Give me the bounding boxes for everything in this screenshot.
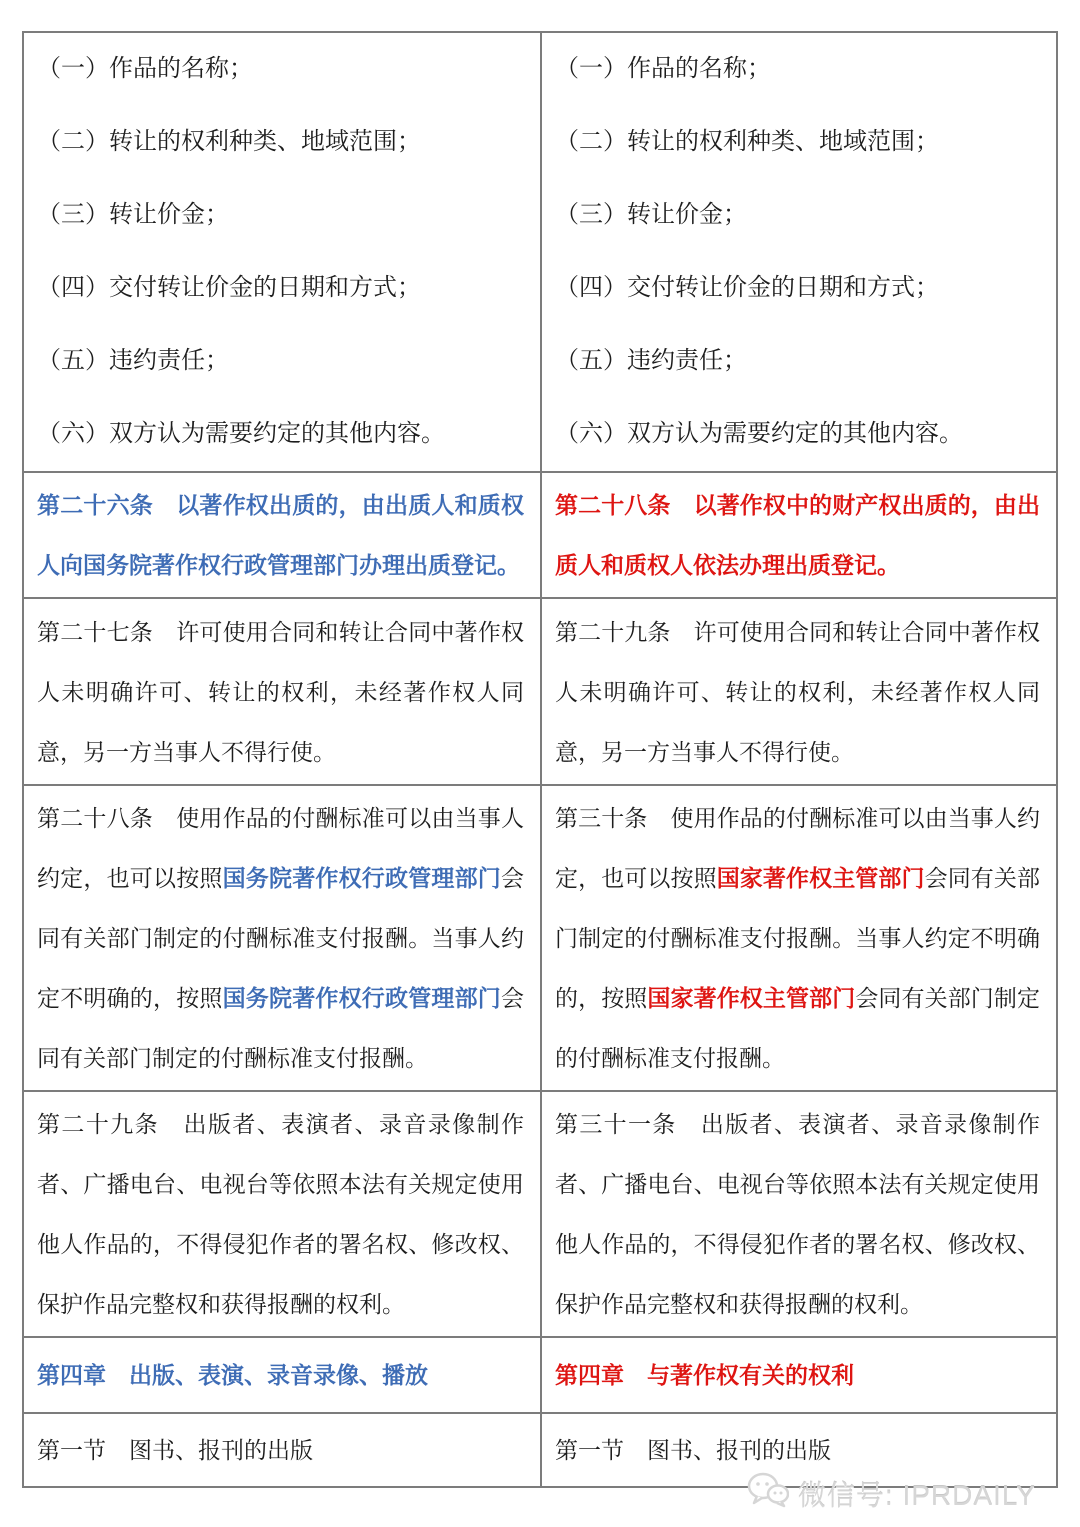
list-item: （四）交付转让价金的日期和方式； <box>555 274 939 302</box>
list-item: （五）违约责任； <box>37 347 229 375</box>
emphasized-text: 第四章 与著作权有关的权利 <box>555 1362 854 1388</box>
text-segment: 第二十九条 出版者、表演者、录音录像制作者、广播电台、电视台等依照本法有关规定使用他人作品的，不得侵犯作者的署名权、修改权、保护作品完整权和获得报酬的权利。 <box>37 1111 524 1317</box>
emphasized-text: 国务院著作权行政管理部门 <box>222 865 502 891</box>
old-law-cell-row-3 <box>24 599 540 784</box>
list-item: （二）转让的权利种类、地域范围； <box>555 128 939 156</box>
text-segment: 第三十条 使用作品的付酬标准可以由当事人约定，也可以按照 <box>555 805 1040 891</box>
paragraph <box>555 1345 1040 1405</box>
list-item: （六）双方认为需要约定的其他内容。 <box>555 420 963 448</box>
emphasized-text: 第二十八条 以著作权中的财产权出质的，由出质人和质权人依法办理出质登记。 <box>555 492 1040 578</box>
emphasized-text: 第二十六条 以著作权出质的，由出质人和质权人向国务院著作权行政管理部门办理出质登记。 <box>37 492 524 578</box>
watermark <box>747 1472 1036 1515</box>
list-item: （六）双方认为需要约定的其他内容。 <box>37 420 445 448</box>
list-item: （一）作品的名称； <box>555 55 771 83</box>
law-comparison-table <box>22 31 1058 1488</box>
emphasized-text: 国家著作权主管部门 <box>716 865 925 891</box>
list-item: （一）作品的名称； <box>37 55 253 83</box>
old-law-cell-row-4 <box>24 786 540 1090</box>
text-segment: 会同有关部门制定的付酬标准支付报酬。当事人约定不明确的，按照 <box>37 865 525 1011</box>
new-law-cell-row-2 <box>540 473 1056 597</box>
paragraph <box>37 1094 524 1334</box>
table-row-5 <box>24 1090 1056 1336</box>
text-segment: 第二十八条 使用作品的付酬标准可以由当事人约定，也可以按照 <box>37 805 524 891</box>
old-law-cell-row-5 <box>24 1092 540 1336</box>
list-item: （五）违约责任； <box>555 347 747 375</box>
text-segment: 会同有关部门制定的付酬标准支付报酬。当事人约定不明确的，按照 <box>555 865 1041 1011</box>
list-item: （二）转让的权利种类、地域范围； <box>37 128 421 156</box>
text-segment: 第一节 图书、报刊的出版 <box>555 1437 831 1463</box>
paragraph <box>555 1094 1040 1334</box>
paragraph <box>555 602 1040 782</box>
text-segment: 会同有关部门制定的付酬标准支付报酬。 <box>555 985 1041 1071</box>
wechat-icon <box>747 1472 789 1515</box>
old-law-cell-row-7 <box>24 1414 540 1486</box>
table-row-2 <box>24 471 1056 597</box>
emphasized-text: 国务院著作权行政管理部门 <box>222 985 502 1011</box>
paragraph <box>555 1420 1040 1480</box>
paragraph <box>37 1420 524 1480</box>
list-item: （三）转让价金； <box>555 201 747 229</box>
table-row-4 <box>24 784 1056 1090</box>
list-item: （四）交付转让价金的日期和方式； <box>37 274 421 302</box>
new-law-cell-row-4 <box>540 786 1056 1090</box>
table-row-6 <box>24 1336 1056 1412</box>
old-law-cell-row-1 <box>24 33 540 471</box>
paragraph <box>37 788 524 1088</box>
text-segment: 第三十一条 出版者、表演者、录音录像制作者、广播电台、电视台等依照本法有关规定使用他人作品的，不得侵犯作者的署名权、修改权、保护作品完整权和获得报酬的权利。 <box>555 1111 1040 1317</box>
text-segment: 第二十七条 许可使用合同和转让合同中著作权人未明确许可、转让的权利，未经著作权人同意，另一方当事人不得行使。 <box>37 618 524 765</box>
new-law-cell-row-5 <box>540 1092 1056 1336</box>
emphasized-text: 国家著作权主管部门 <box>647 985 856 1011</box>
paragraph <box>555 788 1040 1088</box>
new-law-cell-row-6 <box>540 1338 1056 1412</box>
emphasized-text: 第四章 出版、表演、录音录像、播放 <box>37 1362 428 1388</box>
old-law-cell-row-2 <box>24 473 540 597</box>
text-segment: 会同有关部门制定的付酬标准支付报酬。 <box>37 985 525 1071</box>
old-law-cell-row-6 <box>24 1338 540 1412</box>
table-row-1 <box>24 33 1056 471</box>
paragraph <box>37 475 524 595</box>
text-segment: 第一节 图书、报刊的出版 <box>37 1437 313 1463</box>
table-row-3 <box>24 597 1056 784</box>
paragraph <box>37 602 524 782</box>
paragraph <box>37 1345 524 1405</box>
new-law-cell-row-1 <box>540 33 1056 471</box>
text-segment: 第二十九条 许可使用合同和转让合同中著作权人未明确许可、转让的权利，未经著作权人同意，另一方当事人不得行使。 <box>555 618 1040 765</box>
paragraph <box>555 475 1040 595</box>
watermark-label: 微信号: IPRDAILY <box>797 1479 1036 1511</box>
new-law-cell-row-3 <box>540 599 1056 784</box>
list-item: （三）转让价金； <box>37 201 229 229</box>
